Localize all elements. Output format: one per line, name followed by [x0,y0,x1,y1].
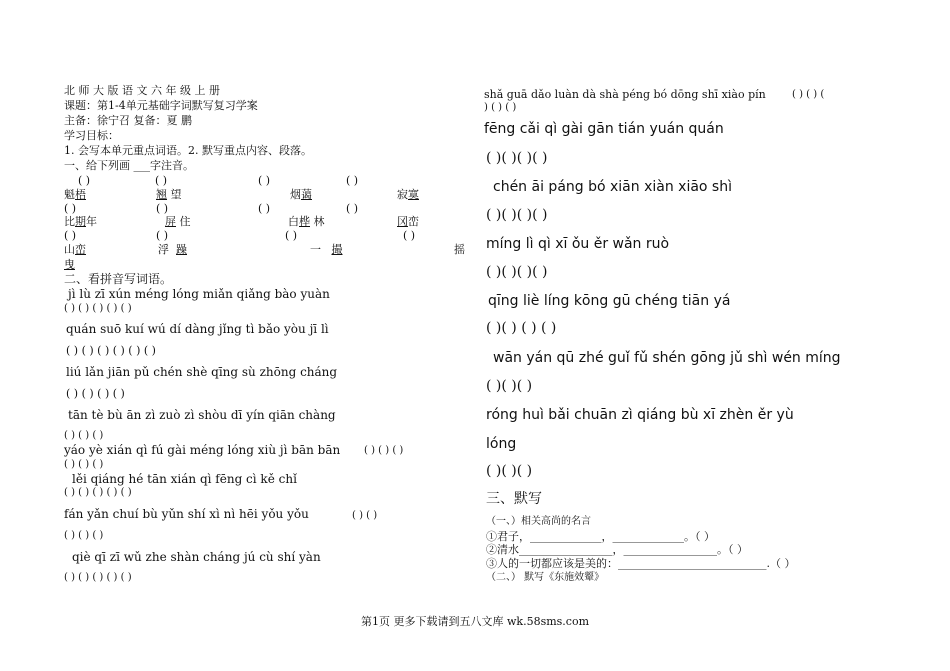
pinyin-line: tān tè bù ān zì zuò zì shòu dī yín qiān chàng [68,408,336,422]
pinyin-line: quán suō kuí wú dí dàng jǐng tì bǎo yòu jī lì [66,322,329,336]
phonetic-word: 烟蔼 [290,188,312,201]
authors: 主备：徐宁召 复备：夏 鹏 [64,114,192,127]
answer-blank[interactable]: ( ) [156,229,169,242]
answer-blank[interactable]: ( ) [285,229,298,242]
phonetic-word: 白桦 林 [288,215,325,228]
answer-blanks[interactable]: ( ) ( ) ( ) [64,530,104,541]
answer-blanks[interactable]: ( ) ( ) ( ) ( ) ( ) [64,572,132,583]
answer-blank[interactable]: ( ) [346,202,359,215]
pinyin-line: fán yǎn chuí bù yǔn shí xì nì hēi yǒu yǒu [64,507,309,521]
pinyin-line: míng lì qì xī ǒu ěr wǎn ruò [486,236,670,252]
phonetic-word: 屏 住 [165,215,191,228]
answer-blanks[interactable]: ( )( )( ) [486,463,533,479]
pinyin-line: liú lǎn jiān pǔ chén shè qīng sù zhōng cháng [66,365,338,379]
answer-blanks[interactable]: ( )( )( )( ) [486,207,548,223]
objectives-text: 1. 会写本单元重点词语。2. 默写重点内容、段落。 [64,144,312,157]
subsection-title: （二、） 默写《东施效颦》 [486,572,605,583]
phonetic-word-wrap: 曳 [64,258,75,271]
phonetic-word: 冈峦 [397,215,419,228]
section2-title: 二、看拼音写词语。 [64,272,173,286]
answer-blanks[interactable]: ( )( ) ( ) ( ) [486,320,557,336]
phonetic-word: 摇 [454,243,465,256]
pinyin-line: qīng liè líng kōng gū chéng tiān yá [488,293,731,309]
answer-blanks[interactable]: ( )( )( )( ) [486,264,548,280]
answer-blank[interactable]: ( ) [258,202,271,215]
answer-blanks[interactable]: ( ) ( ) ( ) ( ) ( ) [64,303,132,314]
answer-blank[interactable]: ( ) [346,174,359,187]
pinyin-line: fēng cǎi qì gài gān tián yuán quán [484,121,724,137]
objectives-heading: 学习目标： [64,129,119,142]
answer-blank[interactable]: ( ) [156,202,169,215]
pinyin-line: jì lù zī xún méng lóng miǎn qiǎng bào yuàn [68,287,330,301]
answer-blanks[interactable]: ) ( ) ( ) [484,102,517,113]
section1-title: 一、给下列画 ___字注音。 [64,159,194,172]
answer-blanks[interactable]: ( ) ( ) ( ) ( ) [66,387,125,400]
answer-blanks[interactable]: ( ) ( ) ( [792,89,825,100]
answer-blank[interactable]: ( ) [403,229,416,242]
answer-blanks[interactable]: ( ) ( ) ( ) ( ) ( ) ( ) [66,344,156,357]
phonetic-word: 魁梧 [64,188,86,201]
phonetic-word: 一 撮 [310,243,343,256]
quote-item[interactable]: ②清水_________________，_________________。（ ） [486,543,748,556]
subsection-title: （一、）相关高尚的名言 [486,516,591,527]
pinyin-line-wrap: lóng [486,436,517,452]
pinyin-line: qiè qī zī wǔ zhe shàn cháng jú cù shí yàn [72,550,321,564]
answer-blanks[interactable]: ( ) ( ) ( ) [364,445,404,456]
answer-blank[interactable]: ( ) [64,202,77,215]
answer-blanks[interactable]: ( ) ( ) ( ) [64,459,104,470]
answer-blank[interactable]: ( ) [78,174,91,187]
phonetic-word: 比期年 [64,215,97,228]
pinyin-line: wān yán qū zhé guǐ fǔ shén gōng jǔ shì wén míng [493,350,841,366]
answer-blank[interactable]: ( ) [258,174,271,187]
answer-blanks[interactable]: ( ) ( ) ( ) ( ) ( ) [64,487,132,498]
pinyin-line: shǎ guā dǎo luàn dà shà péng bó dōng shī xiào pín [484,88,766,101]
pinyin-line: lěi qiáng hé tān xián qì fēng cì kě chǐ [72,472,297,486]
answer-blanks[interactable]: ( )( )( ) [486,378,533,394]
phonetic-word: 翘 望 [156,188,182,201]
phonetic-word: 山峦 [64,243,86,256]
phonetic-word: 寂寞 [397,188,419,201]
page-footer: 第1页 更多下载请到五八文库 wk.58sms.com [361,615,589,628]
pinyin-line: chén āi páng bó xiān xiàn xiāo shì [493,179,732,195]
answer-blanks[interactable]: ( ) ( ) ( ) [64,430,104,441]
answer-blank[interactable]: ( ) [155,174,168,187]
phonetic-word: 浮 躁 [158,243,187,256]
pinyin-line: yáo yè xián qì fú gài méng lóng xiù jì bān bān [64,443,341,457]
course-title: 北 师 大 版 语 文 六 年 级 上 册 [64,84,220,97]
answer-blanks[interactable]: ( ) ( ) [352,510,378,521]
answer-blanks[interactable]: ( )( )( )( ) [486,150,548,166]
answer-blank[interactable]: ( ) [64,229,77,242]
quote-item[interactable]: ①君子，_____________，_____________。（ ） [486,530,715,543]
lesson-topic: 课题：第1-4单元基础字词默写复习学案 [64,99,258,112]
pinyin-line: róng huì bǎi chuān zì qiáng bù xī zhèn ěr yù [486,407,794,423]
quote-item[interactable]: ③人的一切都应该是美的：___________________________.（ ） [486,557,796,570]
section3-title: 三、默写 [486,491,542,507]
